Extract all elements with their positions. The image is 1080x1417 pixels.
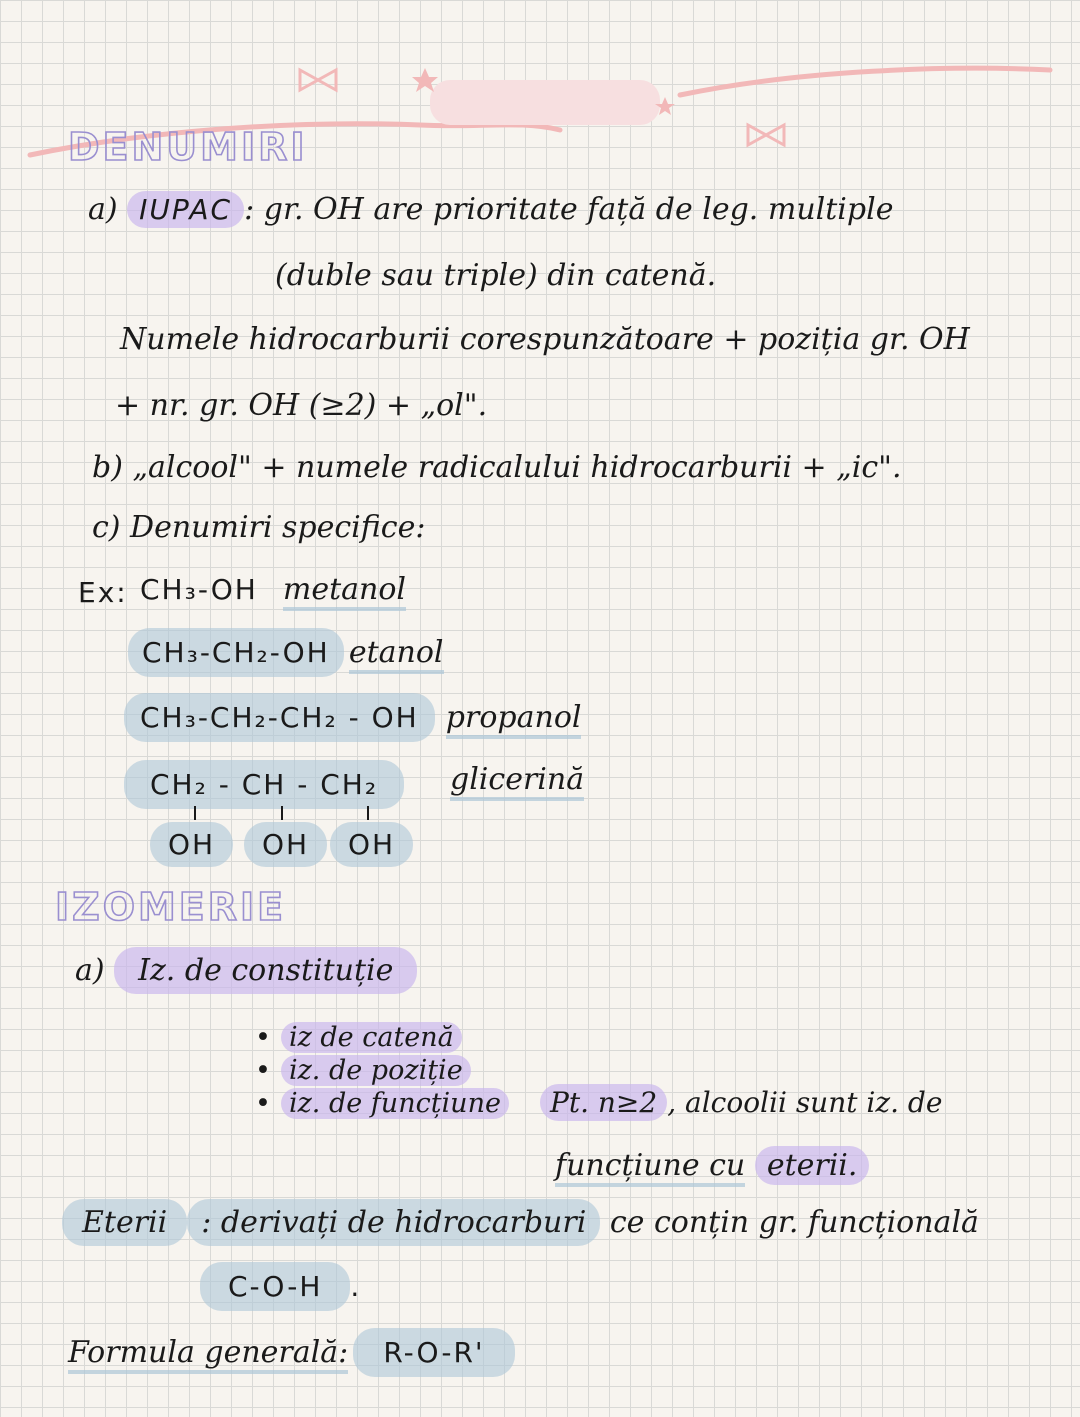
iupac-line1: : gr. OH are prioritate față de leg. multiple [244,192,894,227]
formula-propanol: CH₃-CH₂-CH₂ - OH [124,693,435,742]
iupac-block [88,192,893,227]
eteri-definition-b: ce conțin gr. funcțională [609,1205,979,1240]
eteri-label: Eterii [62,1199,187,1246]
example-propanol [124,700,581,735]
bullet-pozitie-text: iz. de poziție [281,1055,471,1086]
izomerie-a-label: Iz. de constituție [114,947,417,994]
eteri-definition [62,1205,979,1240]
iupac-line3: Numele hidrocarburii corespunzătoare + poziția gr. OH [120,322,970,357]
bow-icon-right [748,125,784,145]
iupac-label: IUPAC [127,191,244,228]
example-methanol [140,572,406,607]
examples-prefix: Ex: [78,576,128,609]
name-ethanol: etanol [349,635,444,674]
izomerie-a-marker: a) [75,953,105,988]
glycerin-oh-3: OH [330,822,413,867]
name-methanol: metanol [283,572,406,611]
iupac-line4: + nr. gr. OH (≥2) + „ol". [115,388,488,423]
name-glycerin: glicerină [450,762,584,801]
bullet-functiune [255,1088,509,1119]
glycerin-oh-1: OH [150,822,233,867]
bullet-catena [255,1022,462,1053]
eteri-group: C-O-H [200,1262,350,1311]
example-ethanol [128,635,444,670]
iupac-line2: (duble sau triple) din catenă. [275,258,717,293]
formula-methanol: CH₃-OH [140,573,258,606]
eteri-group-row [200,1270,361,1303]
formula-generala [68,1335,515,1370]
note-rest: , alcoolii sunt iz. de [667,1086,943,1119]
functiune-note [540,1086,942,1119]
b-line: b) „alcool" + numele radicalului hidrocarburii + „ic". [92,450,902,485]
eteri-group-dot: . [350,1270,362,1303]
izomerie-a [75,953,417,988]
name-propanol: propanol [446,700,582,739]
formula-glycerin: CH₂ - CH - CH₂ [124,760,404,809]
eteri-definition-a: : derivați de hidrocarburi [187,1199,600,1246]
section-heading-denumiri: DENUMIRI [68,125,308,169]
note-line2a: funcțiune cu [555,1148,745,1187]
bullet-pozitie [255,1055,471,1086]
iupac-marker: a) [88,192,118,227]
bow-icon [300,70,336,90]
bullet-catena-text: iz de catenă [281,1022,462,1053]
functiune-note-line2 [555,1148,869,1183]
glycerin-oh-2: OH [244,822,327,867]
formula-generala-label: Formula generală: [68,1335,348,1374]
note-highlight: Pt. n≥2 [540,1084,667,1121]
note-line2b: eterii. [755,1146,870,1185]
bullet-functiune-text: iz. de funcțiune [281,1088,509,1119]
formula-generala-value: R-O-R' [353,1328,514,1377]
formula-ethanol: CH₃-CH₂-OH [128,628,344,677]
section-heading-izomerie: IZOMERIE [55,885,287,929]
c-line: c) Denumiri specifice: [92,510,426,545]
